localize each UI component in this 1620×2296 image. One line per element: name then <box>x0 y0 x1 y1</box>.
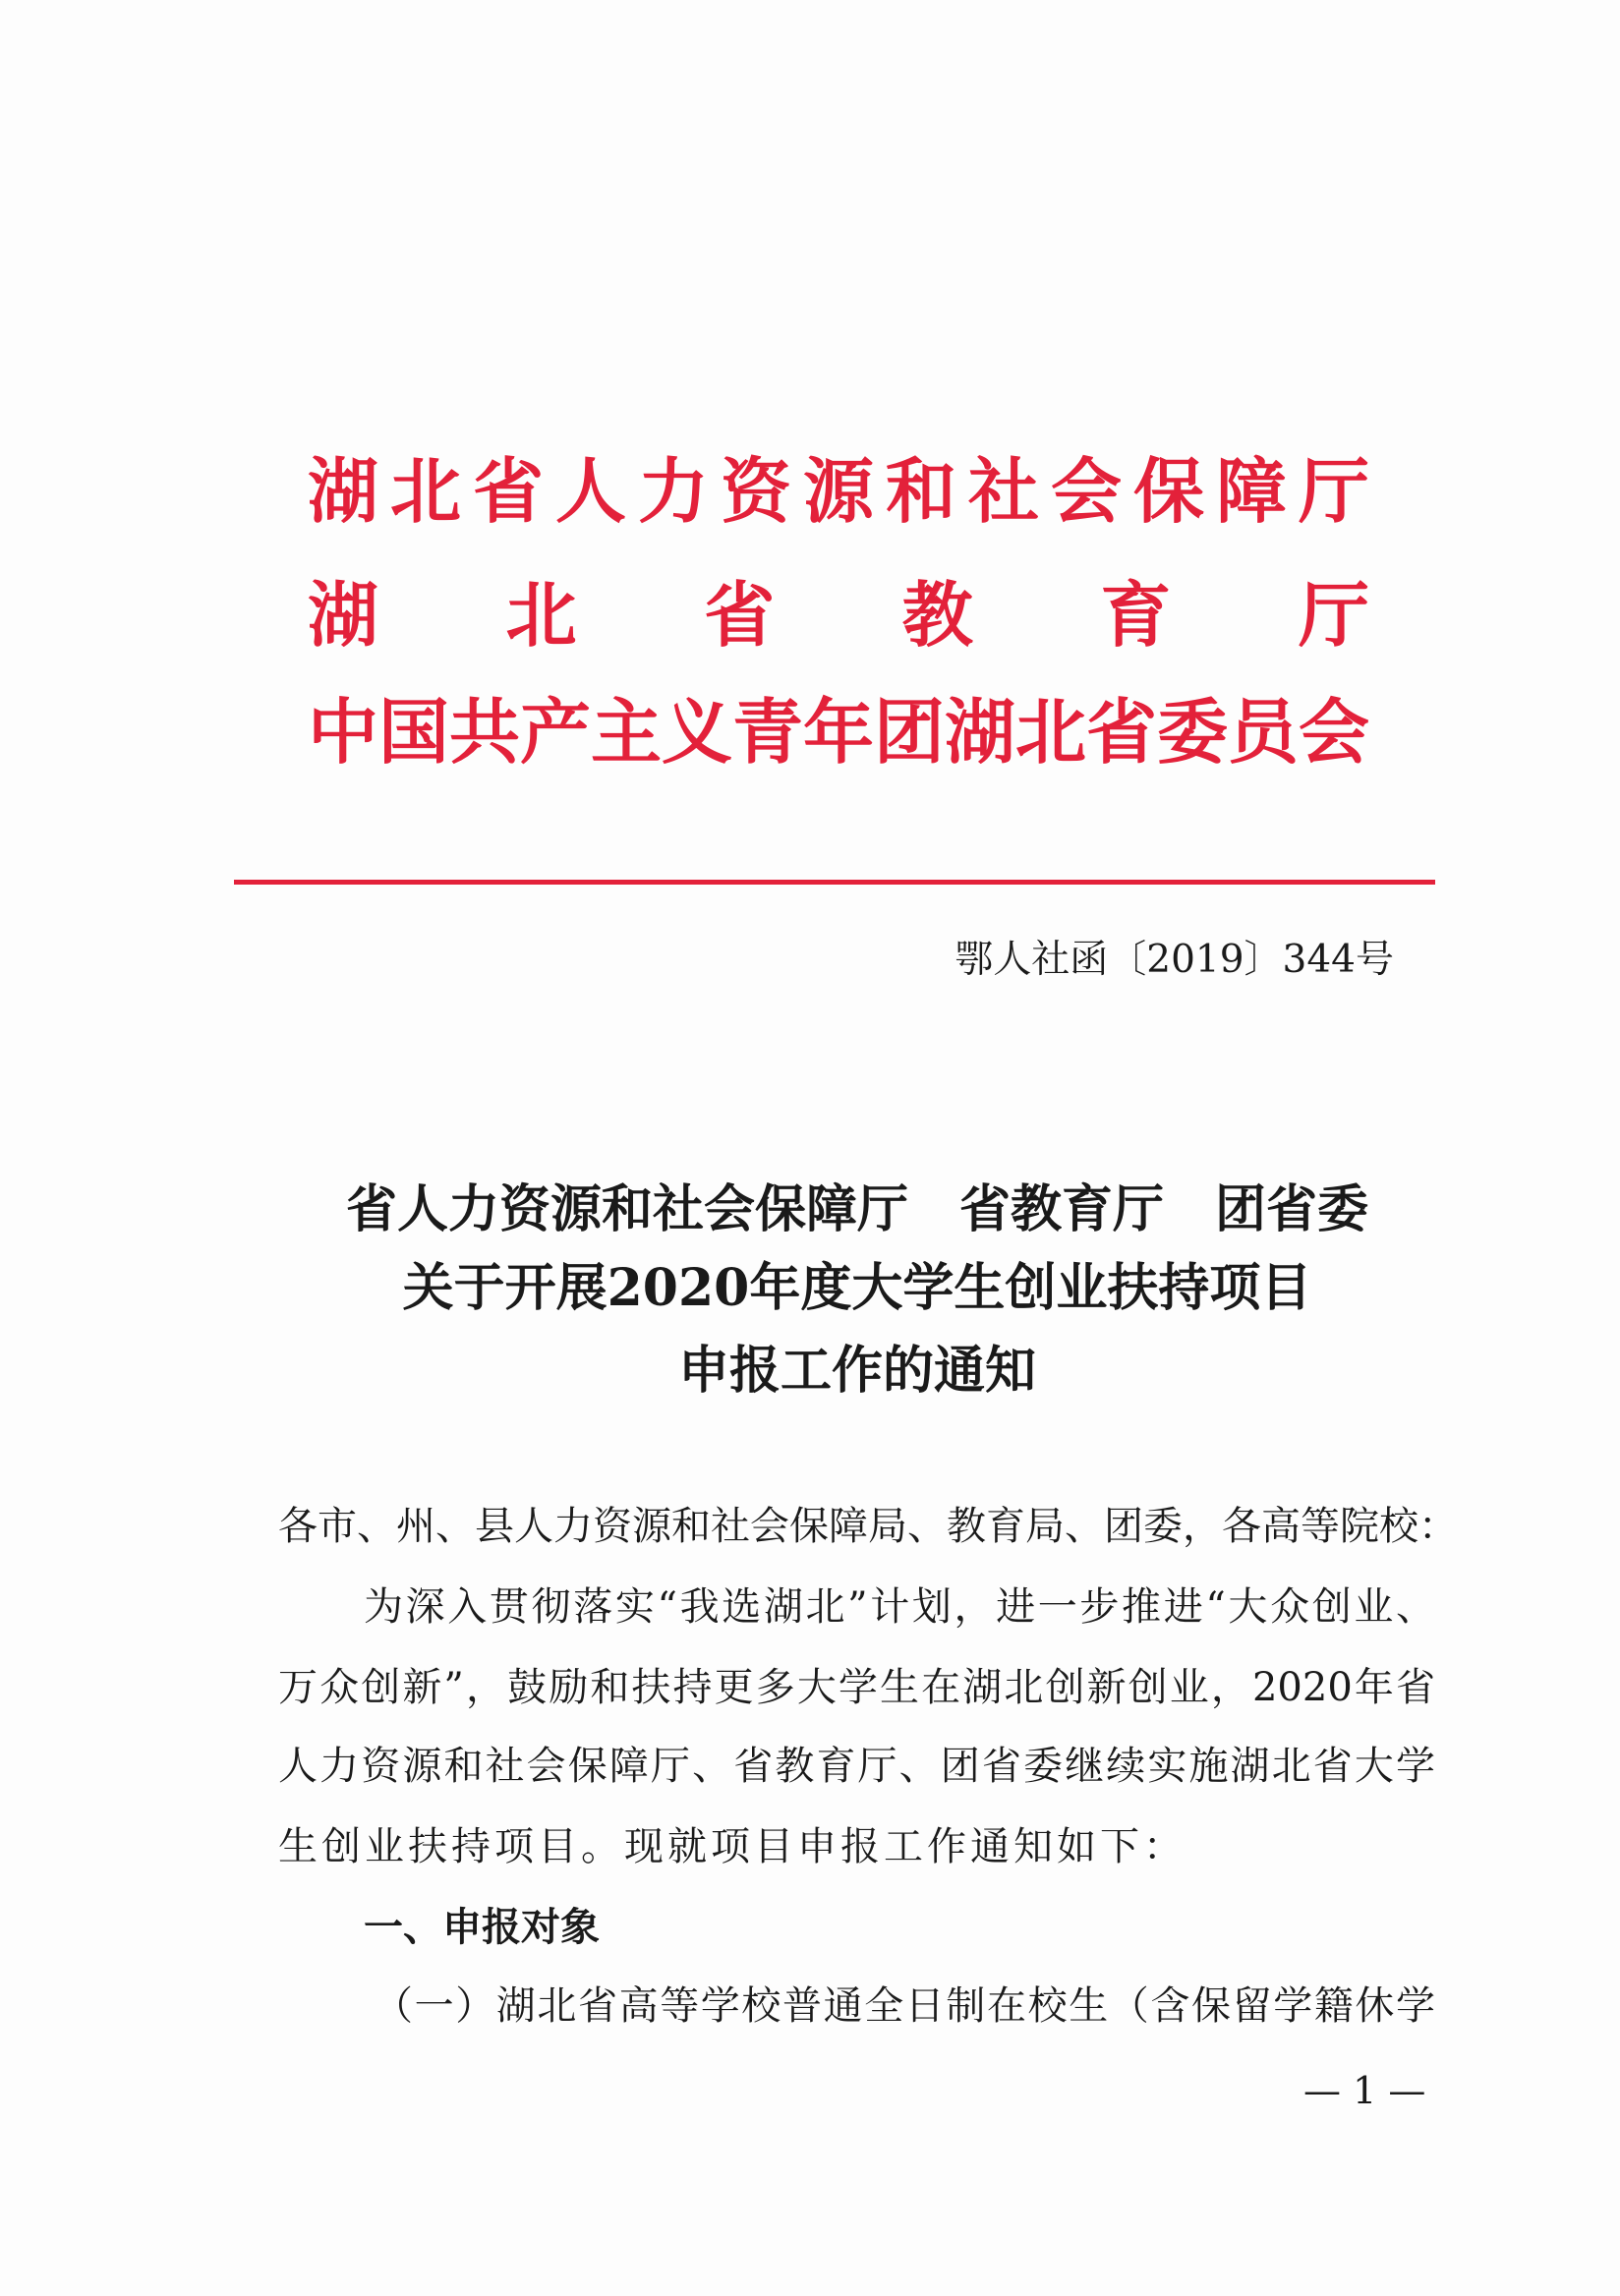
page-number: — 1 — <box>1303 2069 1426 2112</box>
red-divider <box>234 880 1435 885</box>
item-line: （一）湖北省高等学校普通全日制在校生（含保留学籍休学 <box>374 1983 1435 2029</box>
paragraph-line: 生创业扶持项目。现就项目申报工作通知如下： <box>278 1824 1186 1869</box>
paragraph-line: 万众创新”，鼓励和扶持更多大学生在湖北创新创业，2020年省 <box>278 1665 1435 1710</box>
issuer-youth-league: 中国共产主义青年团湖北省委员会 <box>308 691 1370 774</box>
title-line-1: 省人力资源和社会保障厅 省教育厅 团省委 <box>345 1179 1368 1239</box>
title-line-3: 申报工作的通知 <box>677 1341 1036 1401</box>
issuer-hrss: 湖北省人力资源和社会保障厅 <box>308 450 1369 533</box>
paragraph-line: 人力资源和社会保障厅、省教育厅、团省委继续实施湖北省大学 <box>278 1744 1435 1789</box>
paragraph-line: 为深入贯彻落实“我选湖北”计划，进一步推进“大众创业、 <box>364 1584 1435 1630</box>
addressee: 各市、州、县人力资源和社会保障局、教育局、团委，各高等院校： <box>278 1504 1458 1549</box>
issuer-education: 湖北省教育厅 <box>308 574 1369 657</box>
document-number: 鄂人社函〔2019〕344号 <box>955 938 1394 982</box>
section-heading: 一、申报对象 <box>364 1905 600 1950</box>
title-line-2: 关于开展2020年度大学生创业扶持项目 <box>402 1258 1312 1318</box>
